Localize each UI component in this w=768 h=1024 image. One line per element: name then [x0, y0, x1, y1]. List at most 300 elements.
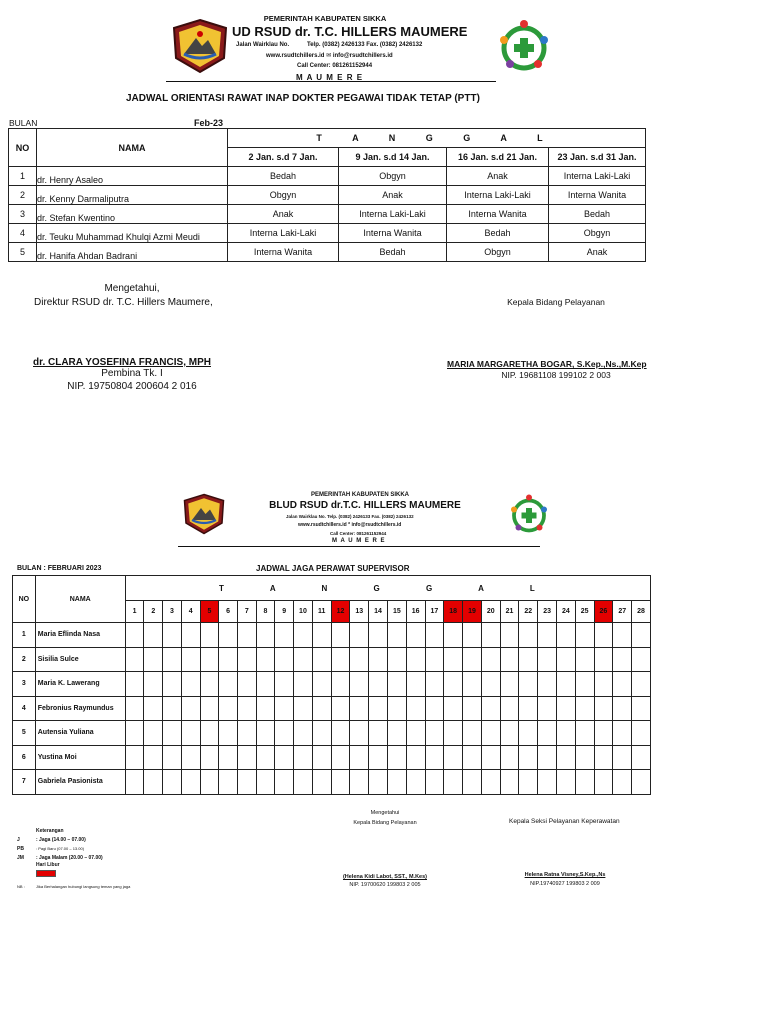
duty-cell[interactable]: [425, 623, 444, 648]
day-header-holiday: 18: [444, 601, 463, 623]
duty-cell[interactable]: [294, 745, 313, 770]
duty-cell[interactable]: [294, 696, 313, 721]
duty-cell[interactable]: [163, 647, 182, 672]
nb-code: NB :: [17, 884, 25, 889]
header-rule: [166, 81, 496, 82]
duty-cell[interactable]: [613, 647, 632, 672]
duty-cell[interactable]: [500, 696, 519, 721]
duty-cell[interactable]: [481, 647, 500, 672]
duty-cell[interactable]: [481, 745, 500, 770]
duty-cell[interactable]: [632, 721, 651, 746]
duty-cell[interactable]: [200, 770, 219, 795]
day-header: 13: [350, 601, 369, 623]
row-nama: Maria Eflinda Nasa: [35, 623, 125, 648]
duty-cell[interactable]: [256, 745, 275, 770]
duty-cell[interactable]: [500, 623, 519, 648]
duty-cell[interactable]: [369, 672, 388, 697]
day-header: 20: [481, 601, 500, 623]
duty-cell[interactable]: [425, 672, 444, 697]
col-nama: NAMA: [35, 576, 125, 623]
period-header: 23 Jan. s.d 31 Jan.: [549, 148, 646, 167]
duty-cell[interactable]: [256, 696, 275, 721]
duty-cell[interactable]: [556, 672, 575, 697]
duty-cell[interactable]: [331, 721, 350, 746]
duty-cell[interactable]: [350, 672, 369, 697]
header-address: Jalan Wairklau No.: [236, 42, 290, 48]
duty-cell[interactable]: [237, 672, 256, 697]
row-no: 5: [13, 721, 36, 746]
duty-cell[interactable]: [331, 770, 350, 795]
duty-cell[interactable]: [444, 672, 463, 697]
duty-cell[interactable]: [125, 721, 144, 746]
duty-cell[interactable]: [594, 721, 613, 746]
day-header: 25: [575, 601, 594, 623]
duty-cell[interactable]: [613, 770, 632, 795]
duty-cell[interactable]: [575, 721, 594, 746]
duty-cell[interactable]: [181, 623, 200, 648]
row-nama: Gabriela Pasionista: [35, 770, 125, 795]
duty-cell[interactable]: [406, 672, 425, 697]
duty-cell[interactable]: [256, 770, 275, 795]
duty-cell[interactable]: [294, 647, 313, 672]
duty-cell[interactable]: [294, 623, 313, 648]
duty-cell[interactable]: [144, 696, 163, 721]
day-header: 8: [256, 601, 275, 623]
row-no: 1: [9, 167, 37, 186]
duty-cell[interactable]: [125, 745, 144, 770]
duty-cell[interactable]: [406, 647, 425, 672]
nb-text: Jika Berhalangan hubungi langsung teman yang jaga: [36, 884, 131, 889]
row-no: 4: [9, 224, 37, 243]
duty-cell[interactable]: [294, 721, 313, 746]
row-schedule: Bedah: [447, 224, 549, 243]
legend-code: PB: [17, 846, 24, 852]
duty-cell[interactable]: [594, 647, 613, 672]
duty-cell[interactable]: [369, 696, 388, 721]
duty-cell[interactable]: [312, 672, 331, 697]
duty-cell[interactable]: [125, 647, 144, 672]
duty-cell[interactable]: [294, 672, 313, 697]
duty-cell[interactable]: [387, 672, 406, 697]
duty-cell[interactable]: [275, 623, 294, 648]
duty-cell[interactable]: [519, 770, 538, 795]
day-header: 24: [556, 601, 575, 623]
duty-cell[interactable]: [144, 770, 163, 795]
duty-cell[interactable]: [632, 696, 651, 721]
duty-cell[interactable]: [200, 647, 219, 672]
duty-cell[interactable]: [163, 770, 182, 795]
row-nama: Yustina Moi: [35, 745, 125, 770]
duty-cell[interactable]: [444, 647, 463, 672]
duty-cell[interactable]: [237, 696, 256, 721]
duty-cell[interactable]: [594, 672, 613, 697]
duty-cell[interactable]: [275, 745, 294, 770]
day-header: 9: [275, 601, 294, 623]
col-no: NO: [13, 576, 36, 623]
duty-cell[interactable]: [331, 672, 350, 697]
duty-cell[interactable]: [237, 623, 256, 648]
row-schedule: Obgyn: [339, 167, 447, 186]
duty-cell[interactable]: [275, 721, 294, 746]
duty-cell[interactable]: [144, 745, 163, 770]
duty-cell[interactable]: [275, 647, 294, 672]
duty-cell[interactable]: [632, 672, 651, 697]
duty-cell[interactable]: [219, 696, 238, 721]
row-no: 3: [13, 672, 36, 697]
duty-cell[interactable]: [406, 696, 425, 721]
duty-cell[interactable]: [387, 770, 406, 795]
duty-cell[interactable]: [163, 672, 182, 697]
row-nama: dr. Stefan Kwentino: [37, 205, 228, 224]
row-schedule: Interna Wanita: [549, 186, 646, 205]
sign-left-name: dr. CLARA YOSEFINA FRANCIS, MPH: [33, 357, 211, 368]
table-row: [13, 647, 651, 672]
row-schedule: Bedah: [228, 167, 339, 186]
row-nama: Autensia Yuliana: [35, 721, 125, 746]
duty-cell[interactable]: [237, 647, 256, 672]
day-header-holiday: 19: [463, 601, 482, 623]
day-header: 17: [425, 601, 444, 623]
duty-cell[interactable]: [181, 721, 200, 746]
duty-cell[interactable]: [275, 672, 294, 697]
duty-cell[interactable]: [237, 745, 256, 770]
duty-cell[interactable]: [538, 770, 557, 795]
duty-cell[interactable]: [632, 770, 651, 795]
duty-cell[interactable]: [613, 672, 632, 697]
header2-gov: PEMERINTAH KABUPATEN SIKKA: [310, 492, 409, 498]
legend-code: JM: [17, 855, 24, 861]
row-nama: dr. Hanifa Ahdan Badrani: [37, 243, 228, 262]
duty-cell[interactable]: [181, 672, 200, 697]
row-schedule: Interna Wanita: [339, 224, 447, 243]
duty-cell[interactable]: [369, 745, 388, 770]
duty-cell[interactable]: [500, 770, 519, 795]
duty-cell[interactable]: [275, 696, 294, 721]
duty-cell[interactable]: [538, 745, 557, 770]
duty-cell[interactable]: [331, 647, 350, 672]
row-no: 7: [13, 770, 36, 795]
duty-cell[interactable]: [256, 721, 275, 746]
duty-cell[interactable]: [481, 721, 500, 746]
row-schedule: Bedah: [549, 205, 646, 224]
col-tanggal: T A N G G A L: [228, 129, 646, 148]
duty-cell[interactable]: [463, 721, 482, 746]
day-header: 3: [163, 601, 182, 623]
row-schedule: Obgyn: [228, 186, 339, 205]
table-row: [9, 167, 646, 186]
duty-cell[interactable]: [144, 647, 163, 672]
duty-cell[interactable]: [237, 770, 256, 795]
header2-address: Jalan Wairklau No. Telp. (0382) 2426133 Fax. (0382) 2426132: [286, 514, 414, 519]
duty-cell[interactable]: [219, 647, 238, 672]
table-row: [9, 205, 646, 224]
logo-left-2: [180, 492, 228, 536]
duty-cell[interactable]: [425, 721, 444, 746]
doc1-title: JADWAL ORIENTASI RAWAT INAP DOKTER PEGAWAI TIDAK TETAP (PTT): [126, 93, 480, 104]
duty-cell[interactable]: [387, 623, 406, 648]
duty-cell[interactable]: [256, 647, 275, 672]
duty-cell[interactable]: [219, 672, 238, 697]
doc2-duty-table: [12, 575, 651, 795]
duty-cell[interactable]: [594, 745, 613, 770]
duty-cell[interactable]: [163, 721, 182, 746]
duty-cell[interactable]: [594, 770, 613, 795]
duty-cell[interactable]: [594, 696, 613, 721]
duty-cell[interactable]: [613, 696, 632, 721]
duty-cell[interactable]: [556, 745, 575, 770]
duty-cell[interactable]: [125, 672, 144, 697]
duty-cell[interactable]: [519, 696, 538, 721]
duty-cell[interactable]: [312, 745, 331, 770]
duty-cell[interactable]: [519, 745, 538, 770]
duty-cell[interactable]: [463, 745, 482, 770]
duty-cell[interactable]: [200, 745, 219, 770]
duty-cell[interactable]: [387, 696, 406, 721]
doc2-bulan: BULAN : FEBRUARI 2023: [17, 565, 102, 572]
duty-cell[interactable]: [500, 745, 519, 770]
header-hospital-name: UD RSUD dr. T.C. HILLERS MAUMERE: [232, 24, 468, 39]
table-row: [13, 721, 651, 746]
duty-cell[interactable]: [219, 745, 238, 770]
duty-cell[interactable]: [519, 623, 538, 648]
duty-cell[interactable]: [350, 721, 369, 746]
duty-cell[interactable]: [632, 647, 651, 672]
day-header: 10: [294, 601, 313, 623]
row-schedule: Obgyn: [549, 224, 646, 243]
duty-cell[interactable]: [463, 696, 482, 721]
row-nama: Sisilia Sulce: [35, 647, 125, 672]
day-header: 22: [519, 601, 538, 623]
duty-cell[interactable]: [632, 745, 651, 770]
day-header: 14: [369, 601, 388, 623]
duty-cell[interactable]: [163, 623, 182, 648]
duty-cell[interactable]: [575, 623, 594, 648]
duty-cell[interactable]: [425, 647, 444, 672]
duty-cell[interactable]: [556, 721, 575, 746]
duty-cell[interactable]: [387, 745, 406, 770]
sign-left-line2: Direktur RSUD dr. T.C. Hillers Maumere,: [34, 297, 213, 308]
day-header: 4: [181, 601, 200, 623]
duty-cell[interactable]: [369, 770, 388, 795]
duty-cell[interactable]: [425, 696, 444, 721]
duty-cell[interactable]: [519, 672, 538, 697]
duty-cell[interactable]: [331, 696, 350, 721]
duty-cell[interactable]: [444, 721, 463, 746]
duty-cell[interactable]: [556, 647, 575, 672]
sign2-mid-line1: Mengetahui: [370, 810, 400, 816]
table-row: [13, 745, 651, 770]
header-gov: PEMERINTAH KABUPATEN SIKKA: [263, 14, 387, 23]
table-row: [13, 696, 651, 721]
duty-cell[interactable]: [350, 623, 369, 648]
duty-cell[interactable]: [444, 770, 463, 795]
row-schedule: Interna Laki-Laki: [447, 186, 549, 205]
duty-cell[interactable]: [125, 696, 144, 721]
duty-cell[interactable]: [350, 696, 369, 721]
header2-call-center: Call Center: 081261152944: [330, 531, 387, 536]
day-header: 21: [500, 601, 519, 623]
row-schedule: Anak: [447, 167, 549, 186]
duty-cell[interactable]: [406, 721, 425, 746]
duty-cell[interactable]: [575, 647, 594, 672]
duty-cell[interactable]: [350, 745, 369, 770]
period-header: 9 Jan. s.d 14 Jan.: [339, 148, 447, 167]
duty-cell[interactable]: [406, 745, 425, 770]
duty-cell[interactable]: [237, 721, 256, 746]
period-header: 2 Jan. s.d 7 Jan.: [228, 148, 339, 167]
duty-cell[interactable]: [294, 770, 313, 795]
day-header: 2: [144, 601, 163, 623]
duty-cell[interactable]: [556, 770, 575, 795]
duty-cell[interactable]: [387, 647, 406, 672]
duty-cell[interactable]: [312, 721, 331, 746]
duty-cell[interactable]: [275, 770, 294, 795]
duty-cell[interactable]: [519, 721, 538, 746]
duty-cell[interactable]: [163, 745, 182, 770]
duty-cell[interactable]: [369, 647, 388, 672]
duty-cell[interactable]: [181, 745, 200, 770]
duty-cell[interactable]: [219, 623, 238, 648]
duty-cell[interactable]: [538, 623, 557, 648]
duty-cell[interactable]: [538, 647, 557, 672]
col-nama: NAMA: [37, 129, 228, 167]
row-nama: dr. Henry Asaleo: [37, 167, 228, 186]
duty-cell[interactable]: [481, 623, 500, 648]
duty-cell[interactable]: [406, 623, 425, 648]
duty-cell[interactable]: [575, 672, 594, 697]
duty-cell[interactable]: [163, 696, 182, 721]
duty-cell[interactable]: [613, 623, 632, 648]
duty-cell[interactable]: [200, 696, 219, 721]
day-header: 1: [125, 601, 144, 623]
duty-cell[interactable]: [312, 770, 331, 795]
duty-cell[interactable]: [181, 770, 200, 795]
duty-cell[interactable]: [312, 696, 331, 721]
row-no: 2: [9, 186, 37, 205]
row-schedule: Obgyn: [447, 243, 549, 262]
duty-cell[interactable]: [500, 721, 519, 746]
duty-cell[interactable]: [481, 696, 500, 721]
duty-cell[interactable]: [444, 696, 463, 721]
duty-cell[interactable]: [538, 672, 557, 697]
duty-cell[interactable]: [387, 721, 406, 746]
duty-cell[interactable]: [519, 647, 538, 672]
duty-cell[interactable]: [613, 745, 632, 770]
table-row: [9, 224, 646, 243]
day-header: 15: [387, 601, 406, 623]
duty-cell[interactable]: [125, 623, 144, 648]
duty-cell[interactable]: [219, 721, 238, 746]
row-nama: Febronius Raymundus: [35, 696, 125, 721]
duty-cell[interactable]: [500, 672, 519, 697]
duty-cell[interactable]: [181, 647, 200, 672]
sign2-right-name: Helena Ratna Visney,S.Kep.,Ns: [524, 872, 606, 878]
logo-right-2: [508, 493, 550, 535]
day-header: 11: [312, 601, 331, 623]
table-row: [13, 770, 651, 795]
duty-cell[interactable]: [444, 623, 463, 648]
header2-web: www.rsudtchillers.id * info@rsudtchillers.id: [298, 522, 402, 528]
duty-cell[interactable]: [463, 647, 482, 672]
duty-cell[interactable]: [444, 745, 463, 770]
duty-cell[interactable]: [181, 696, 200, 721]
row-no: 6: [13, 745, 36, 770]
row-no: 3: [9, 205, 37, 224]
row-schedule: Anak: [339, 186, 447, 205]
duty-cell[interactable]: [481, 672, 500, 697]
duty-cell[interactable]: [575, 745, 594, 770]
duty-cell[interactable]: [500, 647, 519, 672]
col-no: NO: [9, 129, 37, 167]
duty-cell[interactable]: [556, 623, 575, 648]
duty-cell[interactable]: [538, 696, 557, 721]
row-no: 1: [13, 623, 36, 648]
duty-cell[interactable]: [200, 623, 219, 648]
header-web: www.rsudtchillers.id ✉ info@rsudtchillers.id: [266, 53, 393, 59]
duty-cell[interactable]: [425, 745, 444, 770]
sign2-mid-nip: NIP. 19700620 199803 2 005: [349, 882, 421, 888]
duty-cell[interactable]: [125, 770, 144, 795]
day-header-holiday: 26: [594, 601, 613, 623]
row-schedule: Anak: [549, 243, 646, 262]
duty-cell[interactable]: [200, 721, 219, 746]
duty-cell[interactable]: [369, 623, 388, 648]
sign-right-nip: NIP. 19681108 199102 2 003: [501, 370, 611, 380]
row-nama: Maria K. Lawerang: [35, 672, 125, 697]
duty-cell[interactable]: [575, 696, 594, 721]
sign2-right-nip: NIP.19740927 199803 2 009: [530, 881, 600, 887]
legend-code: J: [17, 837, 20, 843]
duty-cell[interactable]: [312, 647, 331, 672]
duty-cell[interactable]: [144, 721, 163, 746]
row-nama: dr. Kenny Darmaliputra: [37, 186, 228, 205]
duty-cell[interactable]: [350, 647, 369, 672]
period-header: 16 Jan. s.d 21 Jan.: [447, 148, 549, 167]
duty-cell[interactable]: [406, 770, 425, 795]
duty-cell[interactable]: [613, 721, 632, 746]
duty-cell[interactable]: [481, 770, 500, 795]
duty-cell[interactable]: [538, 721, 557, 746]
duty-cell[interactable]: [425, 770, 444, 795]
row-nama: dr. Teuku Muhammad Khulqi Azmi Meudi: [37, 224, 228, 243]
table-row: [13, 672, 651, 697]
duty-cell[interactable]: [312, 623, 331, 648]
duty-cell[interactable]: [219, 770, 238, 795]
row-schedule: Interna Wanita: [447, 205, 549, 224]
duty-cell[interactable]: [575, 770, 594, 795]
day-header: 6: [219, 601, 238, 623]
duty-cell[interactable]: [144, 672, 163, 697]
doc1-schedule-table: [8, 128, 646, 262]
duty-cell[interactable]: [350, 770, 369, 795]
duty-cell[interactable]: [594, 623, 613, 648]
duty-cell[interactable]: [463, 623, 482, 648]
duty-cell[interactable]: [256, 672, 275, 697]
duty-cell[interactable]: [632, 623, 651, 648]
row-schedule: Anak: [228, 205, 339, 224]
duty-cell[interactable]: [331, 745, 350, 770]
col-tanggal: T A N G G A L: [125, 576, 650, 601]
duty-cell[interactable]: [556, 696, 575, 721]
duty-cell[interactable]: [463, 770, 482, 795]
doc1-bulan-label: BULAN: [9, 118, 38, 128]
duty-cell[interactable]: [200, 672, 219, 697]
duty-cell[interactable]: [369, 721, 388, 746]
duty-cell[interactable]: [463, 672, 482, 697]
duty-cell[interactable]: [144, 623, 163, 648]
duty-cell[interactable]: [331, 623, 350, 648]
duty-cell[interactable]: [256, 623, 275, 648]
